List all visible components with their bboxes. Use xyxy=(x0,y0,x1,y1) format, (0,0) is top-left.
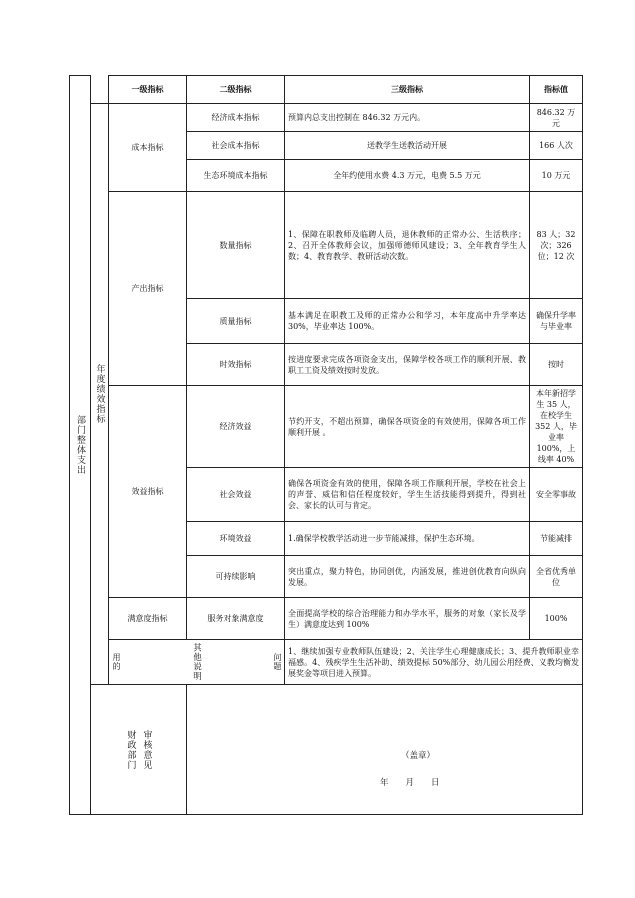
indicator-value: 节能减排 xyxy=(530,522,583,556)
performance-table xyxy=(69,75,583,815)
third-level-cell: 全面提高学校的综合治理能力和办学水平，服务的对象（家长及学生）满意度达到 100% xyxy=(285,598,530,640)
annual-label: 年度绩效指标 xyxy=(94,364,105,424)
second-level-cell: 环境效益 xyxy=(187,522,285,556)
other-left-label: 用的 xyxy=(112,653,121,671)
annual-label-cell xyxy=(91,104,109,685)
third-level-cell: 1.确保学校教学活动进一步节能减排，保护生态环境。 xyxy=(285,522,530,556)
indicator-value: 83 人；32 次；326 位；12 次 xyxy=(530,192,583,299)
third-level-cell: 突出重点，聚力特色，协同创优，内涵发展，推进创优教育向纵向发展。 xyxy=(285,556,530,598)
group-satisfaction: 满意度指标 xyxy=(109,598,187,640)
other-notes-label-cell xyxy=(109,640,285,685)
indicator-value: 10 万元 xyxy=(530,160,583,192)
audit-opinion-cell xyxy=(187,685,583,815)
finance-label-cell xyxy=(91,685,187,815)
table-row xyxy=(70,104,583,132)
indicator-value: 按时 xyxy=(530,344,583,386)
second-level-cell: 社会成本指标 xyxy=(187,132,285,160)
header-col4: 指标值 xyxy=(530,76,583,104)
second-level-cell: 经济效益 xyxy=(187,386,285,468)
indicator-value: 846.32 万元 xyxy=(530,104,583,132)
second-level-cell: 时效指标 xyxy=(187,344,285,386)
second-level-cell: 服务对象满意度 xyxy=(187,598,285,640)
header-col2: 二级指标 xyxy=(187,76,285,104)
table-row xyxy=(70,386,583,468)
second-level-cell: 社会效益 xyxy=(187,468,285,522)
third-level-cell: 确保各项资金有效的使用，保障各项工作顺利开展，学校在社会上的声誉、威信和信任程度较好，学生生活技能得到提升，得到社会、家长的认可与肯定。 xyxy=(285,468,530,522)
other-notes-row xyxy=(70,640,583,685)
second-level-cell: 经济成本指标 xyxy=(187,104,285,132)
second-level-cell: 质量指标 xyxy=(187,299,285,344)
indicator-value: 本年新招学生 35 人，在校学生 352 人，毕业率 100%，上线率 40% xyxy=(530,386,583,468)
third-level-cell: 预算内总支出控制在 846.32 万元内。 xyxy=(285,104,530,132)
third-level-cell: 按进度要求完成各项资金支出，保障学校各项工作的顺利开展、教职工工资及绩效按时发放。 xyxy=(285,344,530,386)
third-level-cell: 基本满足在职教工及师的正常办公和学习，本年度高中升学率达 30%，毕业率达 100%。 xyxy=(285,299,530,344)
table-row xyxy=(70,192,583,299)
audit-label: 审核意见 xyxy=(141,729,152,770)
group-cost: 成本指标 xyxy=(109,104,187,192)
second-level-cell: 生态环境成本指标 xyxy=(187,160,285,192)
dept-label-cell xyxy=(70,76,91,815)
indicator-value: 确保升学率与毕业率 xyxy=(530,299,583,344)
table-row xyxy=(70,598,583,640)
group-output: 产出指标 xyxy=(109,192,187,386)
third-level-cell: 送教学生送教活动开展 xyxy=(285,132,530,160)
third-level-cell: 节约开支，不超出预算，确保各项资金的有效使用，保障各项工作顺利开展 。 xyxy=(285,386,530,468)
date-text: 年 月 日 xyxy=(380,778,440,788)
other-notes-label: 其他说明 xyxy=(191,643,202,681)
header-col3: 三级指标 xyxy=(285,76,530,104)
other-right-label: 问题 xyxy=(273,653,282,671)
indicator-value: 安全零事故 xyxy=(530,468,583,522)
indicator-value: 全省优秀单位 xyxy=(530,556,583,598)
header-col1: 一级指标 xyxy=(109,76,187,104)
second-level-cell: 可持续影响 xyxy=(187,556,285,598)
second-level-cell: 数量指标 xyxy=(187,192,285,299)
group-benefit: 效益指标 xyxy=(109,386,187,598)
third-level-cell: 全年约使用水费 4.3 万元，电费 5.5 万元 xyxy=(285,160,530,192)
table-header-row xyxy=(70,76,583,104)
third-level-cell: 1、保障在职教师及临聘人员，退休教师的正常办公、生活秩序；2、召开全体教师会议，加强师德师风建设；3、全年教育学生人数；4、教育教学、教研活动次数。 xyxy=(285,192,530,299)
finance-audit-row xyxy=(70,685,583,815)
finance-label: 财政部门 xyxy=(125,729,136,770)
indicator-value: 166 人次 xyxy=(530,132,583,160)
other-notes-text: 1、继续加强专业教师队伍建设；2、关注学生心理健康成长；3、提升教师职业幸福感。4、残疾学生生活补助、绩效提标 50%部分、幼儿园公用经费、义教均衡发展奖金等项目进入预算。 xyxy=(285,640,583,685)
indicator-value: 100% xyxy=(530,598,583,640)
seal-text: （盖章） xyxy=(401,751,436,761)
dept-label: 部门整体支出 xyxy=(75,415,85,475)
